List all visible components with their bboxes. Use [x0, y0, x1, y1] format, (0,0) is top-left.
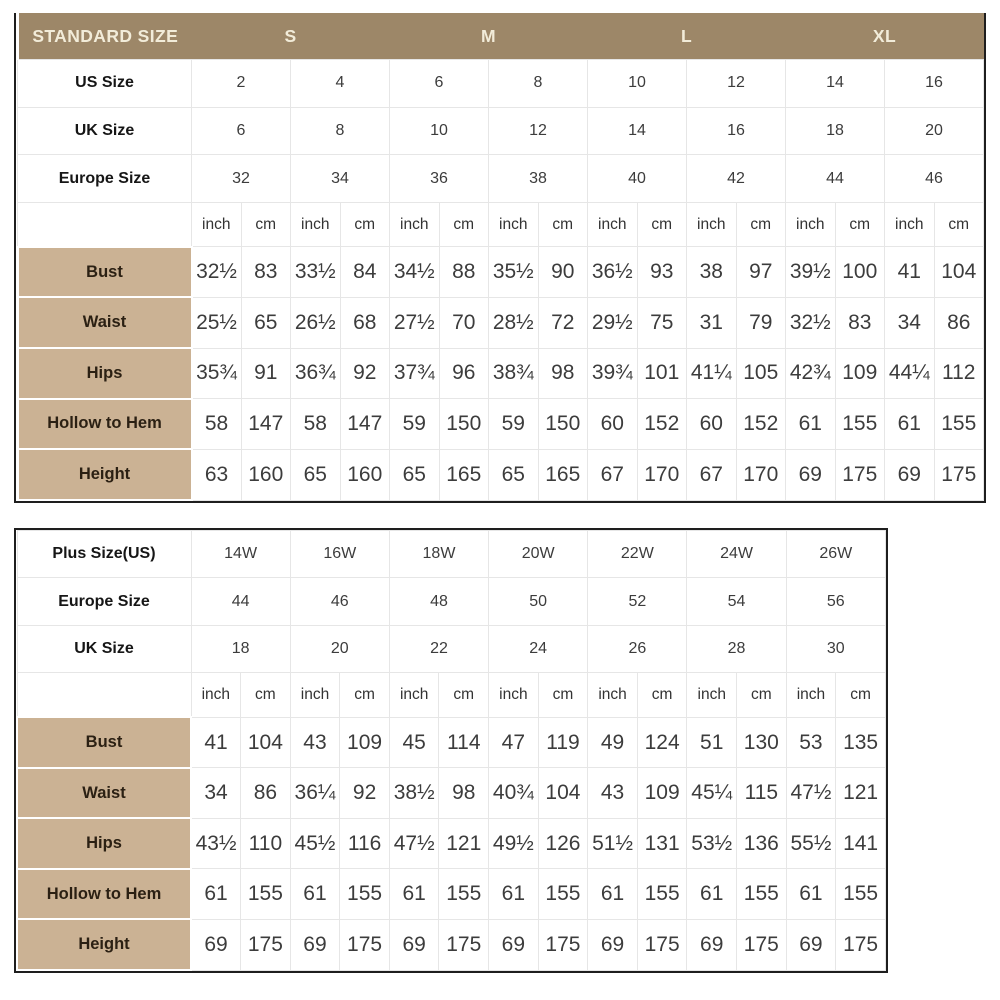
size-cell: 24W: [687, 531, 786, 578]
measure-cell: 152: [736, 399, 786, 450]
measure-cell: 79: [736, 297, 786, 348]
measure-row: [17, 768, 886, 819]
size-row-label: Plus Size(US): [17, 531, 191, 578]
size-row: [18, 155, 984, 203]
size-cell: 28: [687, 625, 786, 672]
size-cell: 12: [489, 107, 588, 155]
unit-cell: cm: [241, 202, 291, 247]
size-cell: 24: [489, 625, 588, 672]
size-cell: 18: [191, 625, 290, 672]
table-header-row: [18, 13, 984, 60]
measure-cell: 119: [538, 717, 588, 768]
size-cell: 6: [390, 60, 489, 108]
measure-cell: 51½: [588, 818, 638, 869]
measure-cell: 98: [538, 348, 588, 399]
measure-cell: 25½: [192, 297, 242, 348]
measure-cell: 27½: [390, 297, 440, 348]
standard-size-table: [14, 13, 986, 503]
measure-cell: 69: [389, 919, 439, 970]
measure-cell: 91: [241, 348, 291, 399]
measure-cell: 45½: [290, 818, 340, 869]
measure-row: [17, 717, 886, 768]
size-cell: 18W: [389, 531, 488, 578]
measure-cell: 175: [836, 919, 886, 970]
size-cell: 8: [489, 60, 588, 108]
table-title: STANDARD SIZE: [18, 13, 192, 60]
measure-cell: 53½: [687, 818, 737, 869]
measure-cell: 165: [439, 449, 489, 500]
measure-row-label: Hips: [17, 818, 191, 869]
measure-cell: 60: [588, 399, 638, 450]
measure-row: [18, 449, 984, 500]
size-cell: 20: [885, 107, 984, 155]
size-cell: 16: [885, 60, 984, 108]
measure-cell: 136: [737, 818, 787, 869]
size-cell: 34: [291, 155, 390, 203]
measure-cell: 97: [736, 247, 786, 298]
measure-row: [17, 818, 886, 869]
size-cell: 42: [687, 155, 786, 203]
size-cell: 20: [290, 625, 389, 672]
unit-cell: cm: [737, 673, 787, 717]
measure-cell: 41¼: [687, 348, 737, 399]
measure-cell: 147: [241, 399, 291, 450]
measure-cell: 61: [489, 869, 539, 920]
measure-row-label: Hips: [18, 348, 192, 399]
measure-cell: 69: [687, 919, 737, 970]
measure-cell: 67: [588, 449, 638, 500]
measure-cell: 61: [588, 869, 638, 920]
measure-cell: 175: [340, 919, 390, 970]
size-row-label: UK Size: [18, 107, 192, 155]
size-cell: 8: [291, 107, 390, 155]
measure-cell: 69: [786, 449, 836, 500]
measure-cell: 100: [835, 247, 885, 298]
size-cell: 14: [786, 60, 885, 108]
plus-size-table: [14, 528, 888, 973]
size-cell: 46: [885, 155, 984, 203]
measure-cell: 35¾: [192, 348, 242, 399]
measure-cell: 61: [290, 869, 340, 920]
measure-cell: 42¾: [786, 348, 836, 399]
measure-cell: 40¾: [489, 768, 539, 819]
measure-cell: 104: [538, 768, 588, 819]
size-cell: 6: [192, 107, 291, 155]
measure-cell: 170: [637, 449, 687, 500]
measure-cell: 63: [192, 449, 242, 500]
measure-cell: 104: [241, 717, 291, 768]
unit-cell: inch: [588, 202, 638, 247]
measure-cell: 175: [439, 919, 489, 970]
measure-cell: 60: [687, 399, 737, 450]
size-cell: 2: [192, 60, 291, 108]
measure-cell: 152: [637, 399, 687, 450]
measure-cell: 175: [241, 919, 291, 970]
measure-cell: 124: [637, 717, 687, 768]
measure-cell: 69: [588, 919, 638, 970]
measure-cell: 58: [192, 399, 242, 450]
size-cell: 16W: [290, 531, 389, 578]
measure-cell: 170: [736, 449, 786, 500]
size-group-l: L: [588, 13, 786, 60]
measure-cell: 32½: [192, 247, 242, 298]
measure-cell: 41: [191, 717, 241, 768]
unit-cell: inch: [390, 202, 440, 247]
measure-cell: 55½: [786, 818, 836, 869]
measure-cell: 65: [291, 449, 341, 500]
measure-cell: 175: [538, 919, 588, 970]
measure-cell: 135: [836, 717, 886, 768]
size-cell: 32: [192, 155, 291, 203]
unit-cell: cm: [637, 673, 687, 717]
unit-cell: cm: [934, 202, 984, 247]
size-cell: 44: [191, 578, 290, 625]
measure-cell: 160: [340, 449, 390, 500]
measure-cell: 31: [687, 297, 737, 348]
measure-cell: 86: [934, 297, 984, 348]
size-cell: 26W: [786, 531, 885, 578]
measure-cell: 45: [389, 717, 439, 768]
size-row-label: UK Size: [17, 625, 191, 672]
measure-cell: 43½: [191, 818, 241, 869]
measure-row: [17, 919, 886, 970]
measure-cell: 28½: [489, 297, 539, 348]
unit-cell: inch: [786, 673, 836, 717]
measure-cell: 84: [340, 247, 390, 298]
size-cell: 54: [687, 578, 786, 625]
measure-cell: 104: [934, 247, 984, 298]
measure-cell: 109: [637, 768, 687, 819]
unit-cell: cm: [439, 202, 489, 247]
unit-cell: cm: [836, 673, 886, 717]
measure-cell: 61: [885, 399, 935, 450]
unit-cell: inch: [290, 673, 340, 717]
measure-cell: 36¼: [290, 768, 340, 819]
measure-cell: 61: [786, 399, 836, 450]
standard-size-grid: [16, 13, 984, 501]
measure-cell: 43: [290, 717, 340, 768]
measure-cell: 141: [836, 818, 886, 869]
size-cell: 14W: [191, 531, 290, 578]
measure-cell: 70: [439, 297, 489, 348]
size-group-xl: XL: [786, 13, 984, 60]
measure-cell: 147: [340, 399, 390, 450]
measure-cell: 65: [390, 449, 440, 500]
size-row: [18, 107, 984, 155]
unit-cell: inch: [489, 673, 539, 717]
size-cell: 10: [588, 60, 687, 108]
measure-cell: 114: [439, 717, 489, 768]
measure-cell: 155: [934, 399, 984, 450]
size-cell: 20W: [489, 531, 588, 578]
measure-cell: 53: [786, 717, 836, 768]
unit-cell: inch: [389, 673, 439, 717]
measure-cell: 39½: [786, 247, 836, 298]
measure-cell: 126: [538, 818, 588, 869]
size-cell: 22: [389, 625, 488, 672]
measure-cell: 29½: [588, 297, 638, 348]
measure-row-label: Waist: [18, 297, 192, 348]
size-cell: 22W: [588, 531, 687, 578]
measure-cell: 98: [439, 768, 489, 819]
measure-cell: 101: [637, 348, 687, 399]
measure-cell: 59: [489, 399, 539, 450]
measure-cell: 155: [835, 399, 885, 450]
measure-row-label: Height: [18, 449, 192, 500]
measure-cell: 49½: [489, 818, 539, 869]
measure-cell: 59: [390, 399, 440, 450]
measure-cell: 35½: [489, 247, 539, 298]
unit-cell: inch: [885, 202, 935, 247]
measure-cell: 110: [241, 818, 291, 869]
measure-cell: 92: [340, 768, 390, 819]
measure-cell: 37¾: [390, 348, 440, 399]
measure-cell: 61: [191, 869, 241, 920]
measure-cell: 175: [934, 449, 984, 500]
measure-row-label: Hollow to Hem: [17, 869, 191, 920]
measure-cell: 26½: [291, 297, 341, 348]
unit-cell: inch: [291, 202, 341, 247]
measure-cell: 150: [538, 399, 588, 450]
measure-cell: 36¾: [291, 348, 341, 399]
measure-cell: 33½: [291, 247, 341, 298]
size-row: [18, 60, 984, 108]
measure-cell: 165: [538, 449, 588, 500]
size-cell: 10: [390, 107, 489, 155]
unit-cell: inch: [786, 202, 836, 247]
measure-cell: 34½: [390, 247, 440, 298]
measure-cell: 38¾: [489, 348, 539, 399]
measure-cell: 47½: [389, 818, 439, 869]
measure-cell: 47: [489, 717, 539, 768]
measure-cell: 69: [786, 919, 836, 970]
unit-row-spacer: [18, 202, 192, 247]
measure-cell: 65: [489, 449, 539, 500]
measure-cell: 61: [389, 869, 439, 920]
unit-cell: inch: [191, 673, 241, 717]
measure-cell: 69: [290, 919, 340, 970]
measure-row-label: Waist: [17, 768, 191, 819]
measure-cell: 155: [241, 869, 291, 920]
measure-cell: 43: [588, 768, 638, 819]
unit-cell: cm: [538, 202, 588, 247]
measure-row: [18, 348, 984, 399]
measure-cell: 90: [538, 247, 588, 298]
measure-cell: 69: [885, 449, 935, 500]
size-cell: 18: [786, 107, 885, 155]
unit-cell: cm: [736, 202, 786, 247]
size-cell: 46: [290, 578, 389, 625]
size-group-m: M: [390, 13, 588, 60]
measure-row-label: Height: [17, 919, 191, 970]
size-row: [17, 578, 886, 625]
measure-cell: 65: [241, 297, 291, 348]
measure-cell: 86: [241, 768, 291, 819]
size-cell: 36: [390, 155, 489, 203]
size-cell: 56: [786, 578, 885, 625]
unit-cell: inch: [687, 673, 737, 717]
unit-cell: cm: [538, 673, 588, 717]
size-cell: 50: [489, 578, 588, 625]
measure-cell: 44¼: [885, 348, 935, 399]
unit-cell: cm: [241, 673, 291, 717]
measure-cell: 34: [191, 768, 241, 819]
size-cell: 30: [786, 625, 885, 672]
measure-cell: 155: [538, 869, 588, 920]
measure-cell: 175: [637, 919, 687, 970]
measure-cell: 96: [439, 348, 489, 399]
measure-cell: 155: [637, 869, 687, 920]
measure-cell: 112: [934, 348, 984, 399]
size-cell: 14: [588, 107, 687, 155]
size-row-label: US Size: [18, 60, 192, 108]
measure-cell: 69: [489, 919, 539, 970]
measure-cell: 34: [885, 297, 935, 348]
measure-cell: 155: [836, 869, 886, 920]
unit-cell: inch: [687, 202, 737, 247]
measure-cell: 69: [191, 919, 241, 970]
measure-cell: 51: [687, 717, 737, 768]
measure-cell: 155: [439, 869, 489, 920]
measure-cell: 38½: [389, 768, 439, 819]
measure-cell: 61: [786, 869, 836, 920]
measure-cell: 58: [291, 399, 341, 450]
measure-cell: 83: [835, 297, 885, 348]
measure-cell: 150: [439, 399, 489, 450]
size-row-label: Europe Size: [17, 578, 191, 625]
measure-row-label: Bust: [17, 717, 191, 768]
measure-cell: 41: [885, 247, 935, 298]
measure-cell: 116: [340, 818, 390, 869]
measure-cell: 105: [736, 348, 786, 399]
unit-cell: inch: [192, 202, 242, 247]
size-cell: 52: [588, 578, 687, 625]
size-row-label: Europe Size: [18, 155, 192, 203]
unit-cell: cm: [340, 673, 390, 717]
unit-cell: inch: [489, 202, 539, 247]
measure-cell: 155: [340, 869, 390, 920]
measure-cell: 75: [637, 297, 687, 348]
measure-row: [18, 399, 984, 450]
measure-cell: 175: [835, 449, 885, 500]
unit-row: [17, 673, 886, 717]
measure-cell: 160: [241, 449, 291, 500]
unit-cell: cm: [637, 202, 687, 247]
measure-cell: 49: [588, 717, 638, 768]
measure-cell: 115: [737, 768, 787, 819]
measure-cell: 39¾: [588, 348, 638, 399]
measure-cell: 155: [737, 869, 787, 920]
size-group-s: S: [192, 13, 390, 60]
unit-row: [18, 202, 984, 247]
size-cell: 48: [389, 578, 488, 625]
measure-row: [18, 297, 984, 348]
size-cell: 16: [687, 107, 786, 155]
measure-cell: 32½: [786, 297, 836, 348]
size-row: [17, 625, 886, 672]
measure-cell: 131: [637, 818, 687, 869]
size-cell: 44: [786, 155, 885, 203]
measure-cell: 45¼: [687, 768, 737, 819]
measure-row-label: Bust: [18, 247, 192, 298]
measure-cell: 109: [340, 717, 390, 768]
measure-cell: 47½: [786, 768, 836, 819]
unit-row-spacer: [17, 673, 191, 717]
size-cell: 26: [588, 625, 687, 672]
plus-size-grid: [16, 530, 886, 971]
unit-cell: cm: [340, 202, 390, 247]
measure-cell: 38: [687, 247, 737, 298]
measure-row: [17, 869, 886, 920]
measure-cell: 67: [687, 449, 737, 500]
measure-cell: 121: [439, 818, 489, 869]
measure-cell: 93: [637, 247, 687, 298]
measure-cell: 72: [538, 297, 588, 348]
measure-row: [18, 247, 984, 298]
measure-cell: 88: [439, 247, 489, 298]
measure-cell: 83: [241, 247, 291, 298]
size-cell: 38: [489, 155, 588, 203]
measure-cell: 175: [737, 919, 787, 970]
measure-cell: 130: [737, 717, 787, 768]
size-cell: 40: [588, 155, 687, 203]
unit-cell: inch: [588, 673, 638, 717]
unit-cell: cm: [835, 202, 885, 247]
size-row: [17, 531, 886, 578]
measure-cell: 109: [835, 348, 885, 399]
size-cell: 12: [687, 60, 786, 108]
unit-cell: cm: [439, 673, 489, 717]
measure-row-label: Hollow to Hem: [18, 399, 192, 450]
measure-cell: 121: [836, 768, 886, 819]
measure-cell: 68: [340, 297, 390, 348]
measure-cell: 61: [687, 869, 737, 920]
measure-cell: 92: [340, 348, 390, 399]
measure-cell: 36½: [588, 247, 638, 298]
size-cell: 4: [291, 60, 390, 108]
